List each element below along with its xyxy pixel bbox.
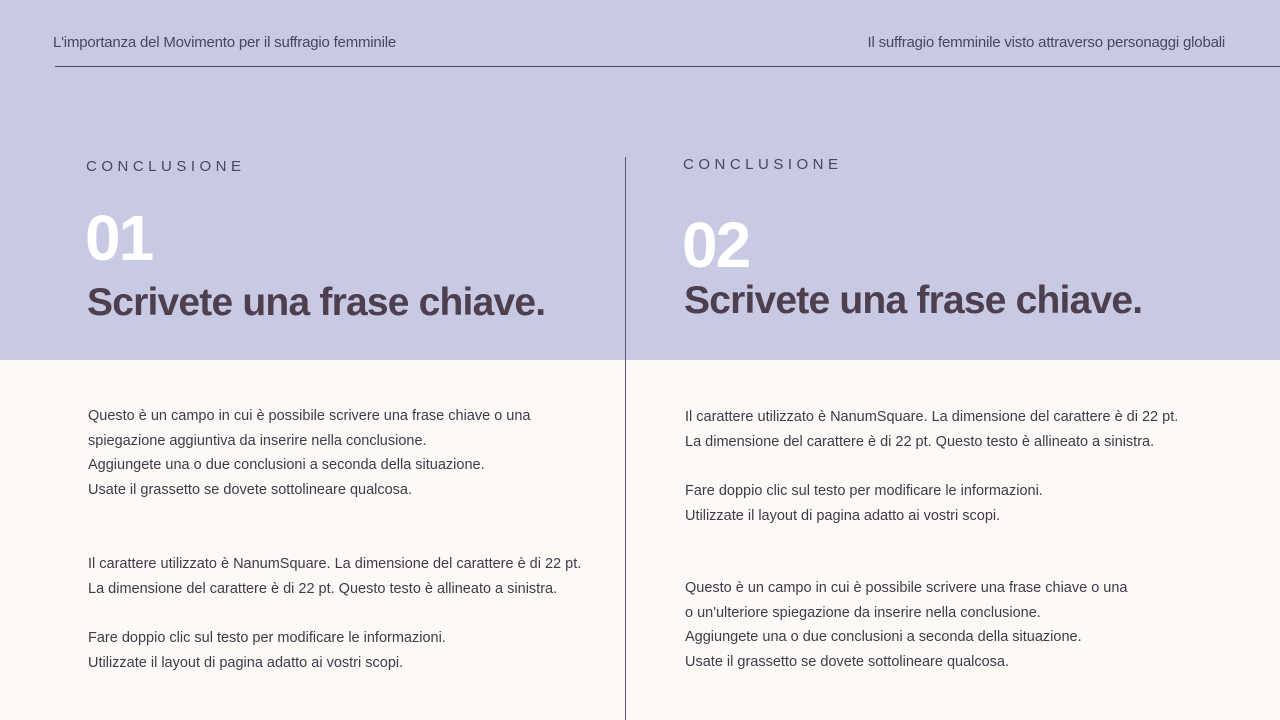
section-kicker: CONCLUSIONE [683,156,843,173]
section-title: Il suffragio femminile visto attraverso personaggi globali [867,34,1225,51]
section-number: 01 [85,202,153,274]
body-line: spiegazione aggiuntiva da inserire nella conclusione. [88,432,427,449]
body-line: Usate il grassetto se dovete sottolineare qualcosa. [685,653,1010,670]
body-line: Questo è un campo in cui è possibile scrivere una frase chiave o una [88,408,531,424]
body-line: Utilizzate il layout di pagina adatto ai vostri scopi. [88,654,404,671]
body-line: Questo è un campo in cui è possibile scrivere una frase chiave o una [685,580,1128,596]
body-line: Il carattere utilizzato è NanumSquare. La dimensione del carattere è di 22 pt. [685,409,1179,425]
key-sentence-heading: Scrivete una frase chiave. [87,281,546,324]
column-divider [625,157,626,720]
body-line: Fare doppio clic sul testo per modificare le informazioni. [685,483,1043,499]
body-line: o un'ulteriore spiegazione da inserire nella conclusione. [685,604,1041,621]
body-line: Utilizzate il layout di pagina adatto ai vostri scopi. [685,507,1001,524]
header-divider [55,66,1280,67]
presentation-title: L'importanza del Movimento per il suffragio femminile [53,34,396,51]
body-paragraph [685,576,1128,674]
body-paragraph [88,626,446,675]
body-line: La dimensione del carattere è di 22 pt. Questo testo è allineato a sinistra. [685,433,1155,450]
body-line: Aggiungete una o due conclusioni a seconda della situazione. [685,629,1082,646]
body-line: La dimensione del carattere è di 22 pt. Questo testo è allineato a sinistra. [88,580,558,597]
body-paragraph [88,404,531,502]
body-paragraph [88,552,581,601]
key-sentence-heading: Scrivete una frase chiave. [684,279,1143,322]
body-line: Il carattere utilizzato è NanumSquare. La dimensione del carattere è di 22 pt. [88,556,582,572]
body-line: Usate il grassetto se dovete sottolineare qualcosa. [88,481,413,498]
section-kicker: CONCLUSIONE [86,158,246,175]
body-line: Aggiungete una o due conclusioni a seconda della situazione. [88,457,485,474]
body-paragraph [685,479,1043,528]
body-line: Fare doppio clic sul testo per modificare le informazioni. [88,630,446,646]
section-number: 02 [682,209,750,281]
body-paragraph [685,405,1178,454]
